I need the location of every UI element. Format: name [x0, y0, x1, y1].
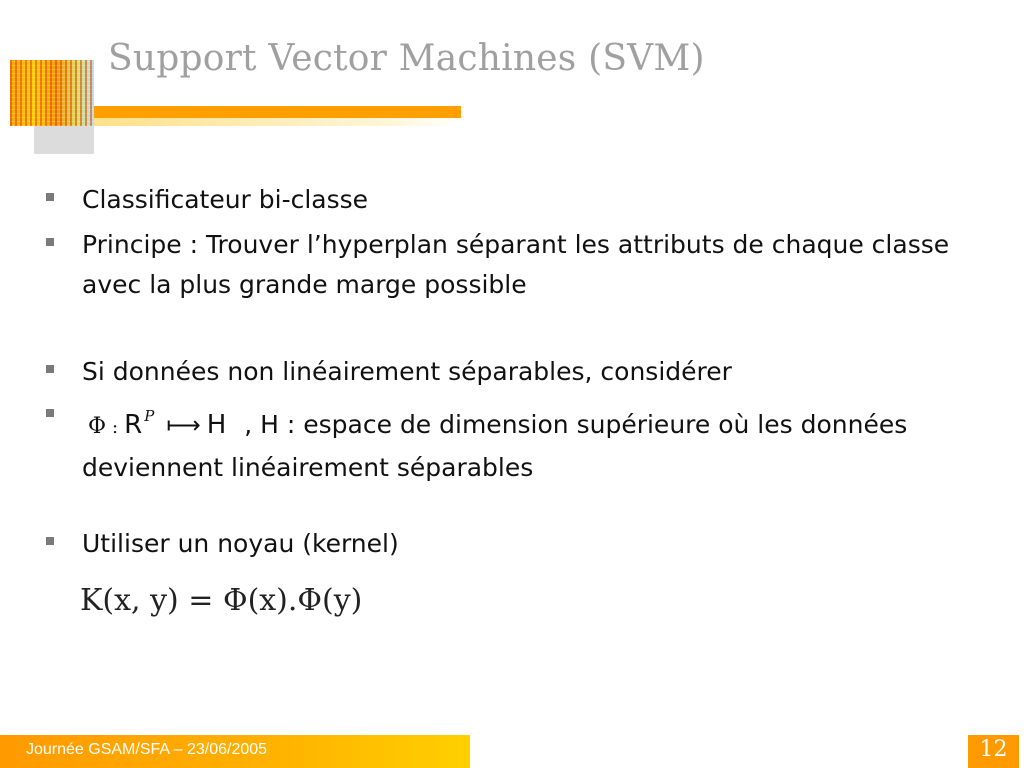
square-bullet-icon [46, 193, 54, 201]
feature-space-symbol: H [206, 410, 227, 440]
bullet-text [82, 396, 952, 488]
title-underline-shade [94, 118, 461, 126]
square-bullet-icon [46, 365, 54, 373]
bullet-item [46, 524, 966, 564]
bullet-item [46, 396, 966, 488]
input-space-symbol: R [124, 410, 143, 440]
mapsto-arrow: ⟼ [166, 411, 201, 439]
phi-symbol: Φ [88, 414, 107, 439]
bullet-item [46, 352, 966, 392]
formula-colon: : [112, 417, 119, 438]
kernel-formula: K(x, y) = Φ(x).Φ(y) [80, 583, 363, 618]
bullet-text: Classificateur bi-classe [82, 185, 369, 214]
bullet-text: Principe : Trouver l’hyperplan séparant les attributs de chaque classe avec la plus grande marge possible [82, 230, 950, 299]
dimension-superscript: P [144, 407, 155, 425]
bullet-item [46, 180, 966, 220]
square-bullet-icon [46, 238, 54, 246]
feature-map-formula [82, 407, 244, 440]
page-number: 12 [979, 737, 1008, 762]
bullet-item [46, 225, 966, 305]
bullet-text: Utiliser un noyau (kernel) [82, 529, 399, 558]
square-bullet-icon [46, 537, 54, 545]
bullet-text-tail: , H : espace de dimension supérieure où les données deviennent linéairement séparables [82, 410, 908, 482]
title-underline-bar [94, 106, 461, 118]
slide-title: Support Vector Machines (SVM) [108, 38, 705, 79]
footer-text: Journée GSAM/SFA – 23/06/2005 [26, 741, 268, 758]
bullet-text: Si données non linéairement séparables, considérer [82, 357, 732, 386]
decorative-texture-square [10, 60, 94, 126]
square-bullet-icon [46, 409, 54, 417]
